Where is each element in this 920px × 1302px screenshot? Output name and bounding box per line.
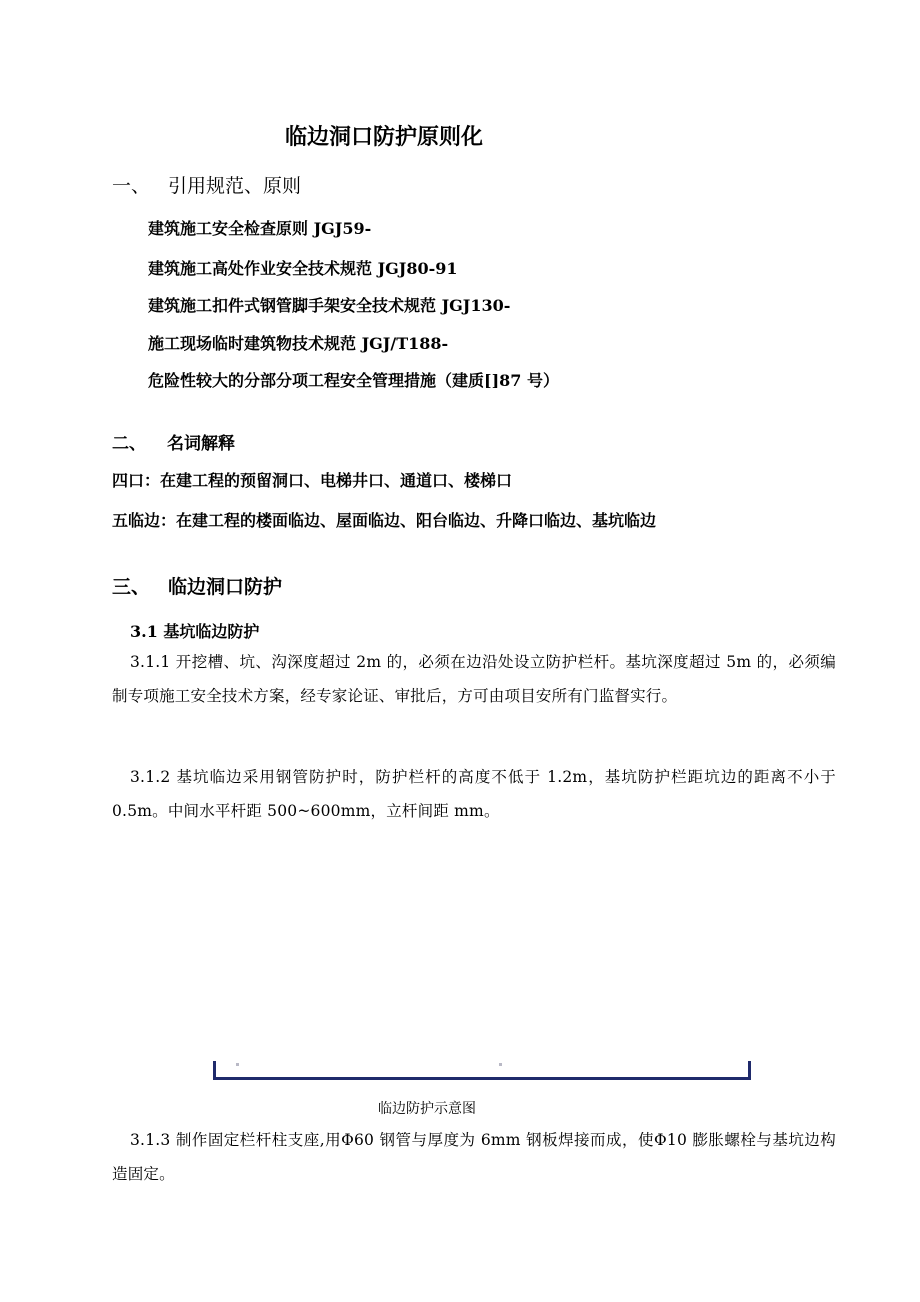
page-title: 临边洞口防护原则化 — [285, 125, 484, 150]
subsection-heading: 3.1 基坑临边防护 — [130, 622, 260, 641]
paragraph-3-1-2: 3.1.2 基坑临边采用钢管防护时，防护栏杆的高度不低于 1.2m，基坑防护栏距坑边的距离不小于 0.5m。中间水平杆距 500~600mm，立杆间距 mm。 — [112, 768, 836, 820]
reference-item: 建筑施工安全检查原则 JGJ59- — [148, 219, 372, 238]
paragraph-3-1-1: 3.1.1 开挖槽、坑、沟深度超过 2m 的，必须在边沿处设立防护栏杆。基坑深度超过 5m 的，必须编制专项施工安全技术方案，经专家论证、审批后，方可由项目安所有门监督实行。 — [112, 653, 836, 705]
section-3-title: 临边洞口防护 — [168, 576, 283, 598]
definition-five-edges: 五临边：在建工程的楼面临边、屋面临边、阳台临边、升降口临边、基坑临边 — [112, 511, 657, 530]
section-1-heading — [112, 171, 301, 198]
diagram-mark — [499, 1063, 502, 1066]
section-3-heading — [112, 572, 282, 599]
section-3-number: 三、 — [112, 576, 151, 598]
section-2-heading — [112, 429, 235, 454]
reference-item: 施工现场临时建筑物技术规范 JGJ/T188- — [148, 334, 449, 353]
diagram-mark — [236, 1063, 239, 1066]
section-2-title: 名词解释 — [167, 434, 235, 454]
figure-caption: 临边防护示意图 — [378, 1101, 476, 1117]
reference-item: 建筑施工扣件式钢管脚手架安全技术规范 JGJ130- — [148, 296, 511, 315]
reference-item: 建筑施工高处作业安全技术规范 JGJ80-91 — [148, 259, 458, 278]
section-1-number: 一、 — [112, 175, 151, 197]
section-1-title: 引用规范、原则 — [168, 175, 302, 197]
paragraph-3-1-3: 3.1.3 制作固定栏杆柱支座,用Φ60 钢管与厚度为 6mm 钢板焊接而成，使Φ10 膨胀螺栓与基坑边构造固定。 — [112, 1131, 836, 1183]
reference-item: 危险性较大的分部分项工程安全管理措施（建质[]87 号） — [148, 371, 559, 390]
edge-protection-diagram — [213, 1061, 751, 1080]
section-2-number: 二、 — [112, 434, 146, 454]
definition-four-openings: 四口：在建工程的预留洞口、电梯井口、通道口、楼梯口 — [112, 471, 513, 490]
